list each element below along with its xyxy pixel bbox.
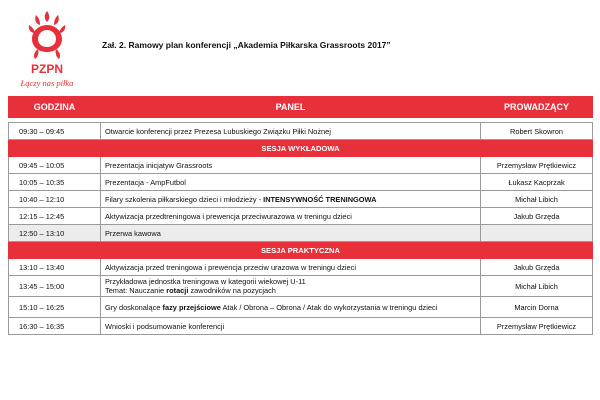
column-header-lead: PROWADZĄCY xyxy=(481,97,593,118)
row-time: 10:40 – 12:10 xyxy=(9,191,101,208)
table-row xyxy=(9,174,593,191)
row-lead: Przemysław Prętkiewicz xyxy=(481,157,593,174)
table-row xyxy=(9,225,593,242)
row-lead xyxy=(481,225,593,242)
row-panel: Prezentacja inicjatyw Grassroots xyxy=(101,157,481,174)
row-time: 12:50 – 13:10 xyxy=(9,225,101,242)
table-row xyxy=(9,276,593,297)
row-lead: Robert Skowron xyxy=(481,123,593,140)
section-header-row xyxy=(9,140,593,157)
column-header-panel: PANEL xyxy=(101,97,481,118)
table-row xyxy=(9,297,593,318)
row-lead: Jakub Grzęda xyxy=(481,259,593,276)
schedule-table xyxy=(8,96,593,335)
row-panel: Aktywizacja przedtreningowa i prewencja przeciwurazowa w treningu dzieci xyxy=(101,208,481,225)
table-row xyxy=(9,157,593,174)
row-lead: Marcin Dorna xyxy=(481,297,593,318)
section-label: SESJA PRAKTYCZNA xyxy=(9,242,593,259)
pzpn-logo xyxy=(16,5,78,93)
row-time: 15:10 – 16:25 xyxy=(9,297,101,318)
document-header xyxy=(0,0,600,96)
row-lead: Michał Libich xyxy=(481,191,593,208)
row-time: 10:05 – 10:35 xyxy=(9,174,101,191)
column-header-time: GODZINA xyxy=(9,97,101,118)
table-row xyxy=(9,208,593,225)
table-row xyxy=(9,318,593,335)
document-title: Zał. 2. Ramowy plan konferencji „Akademia Piłkarska Grassroots 2017” xyxy=(102,40,391,50)
row-time: 12:15 – 12:45 xyxy=(9,208,101,225)
table-row xyxy=(9,191,593,208)
row-time: 13:10 – 13:40 xyxy=(9,259,101,276)
row-lead: Michał Libich xyxy=(481,276,593,297)
section-header-row xyxy=(9,242,593,259)
row-panel: Filary szkolenia piłkarskiego dzieci i młodzieży - INTENSYWNOŚĆ TRENINGOWA xyxy=(101,191,481,208)
row-lead: Jakub Grzęda xyxy=(481,208,593,225)
table-header-row xyxy=(9,97,593,118)
row-time: 09:30 – 09:45 xyxy=(9,123,101,140)
row-panel: Wnioski i podsumowanie konferencji xyxy=(101,318,481,335)
logo-text: PZPN xyxy=(30,62,64,76)
section-label: SESJA WYKŁADOWA xyxy=(9,140,593,157)
row-panel: Przykładowa jednostka treningowa w kategorii wiekowej U-11 Temat: Nauczanie rotacji zawodników na pozycjach xyxy=(101,276,481,297)
row-panel: Prezentacja - AmpFutbol xyxy=(101,174,481,191)
row-time: 09:45 – 10:05 xyxy=(9,157,101,174)
row-lead: Łukasz Kacprzak xyxy=(481,174,593,191)
row-panel: Otwarcie konferencji przez Prezesa Lubuskiego Związku Piłki Nożnej xyxy=(101,123,481,140)
row-lead: Przemysław Prętkiewicz xyxy=(481,318,593,335)
row-panel: Aktywizacja przed treningowa i prewencja przeciw urazowa w treningu dzieci xyxy=(101,259,481,276)
row-time: 16:30 – 16:35 xyxy=(9,318,101,335)
logo-slogan: Łączy nas piłka xyxy=(20,78,74,88)
table-row xyxy=(9,123,593,140)
row-time: 13:45 – 15:00 xyxy=(9,276,101,297)
row-panel: Gry doskonalące fazy przejściowe Atak / Obrona – Obrona / Atak do wykorzystania w treningu dzieci xyxy=(101,297,481,318)
table-row xyxy=(9,259,593,276)
row-panel: Przerwa kawowa xyxy=(101,225,481,242)
